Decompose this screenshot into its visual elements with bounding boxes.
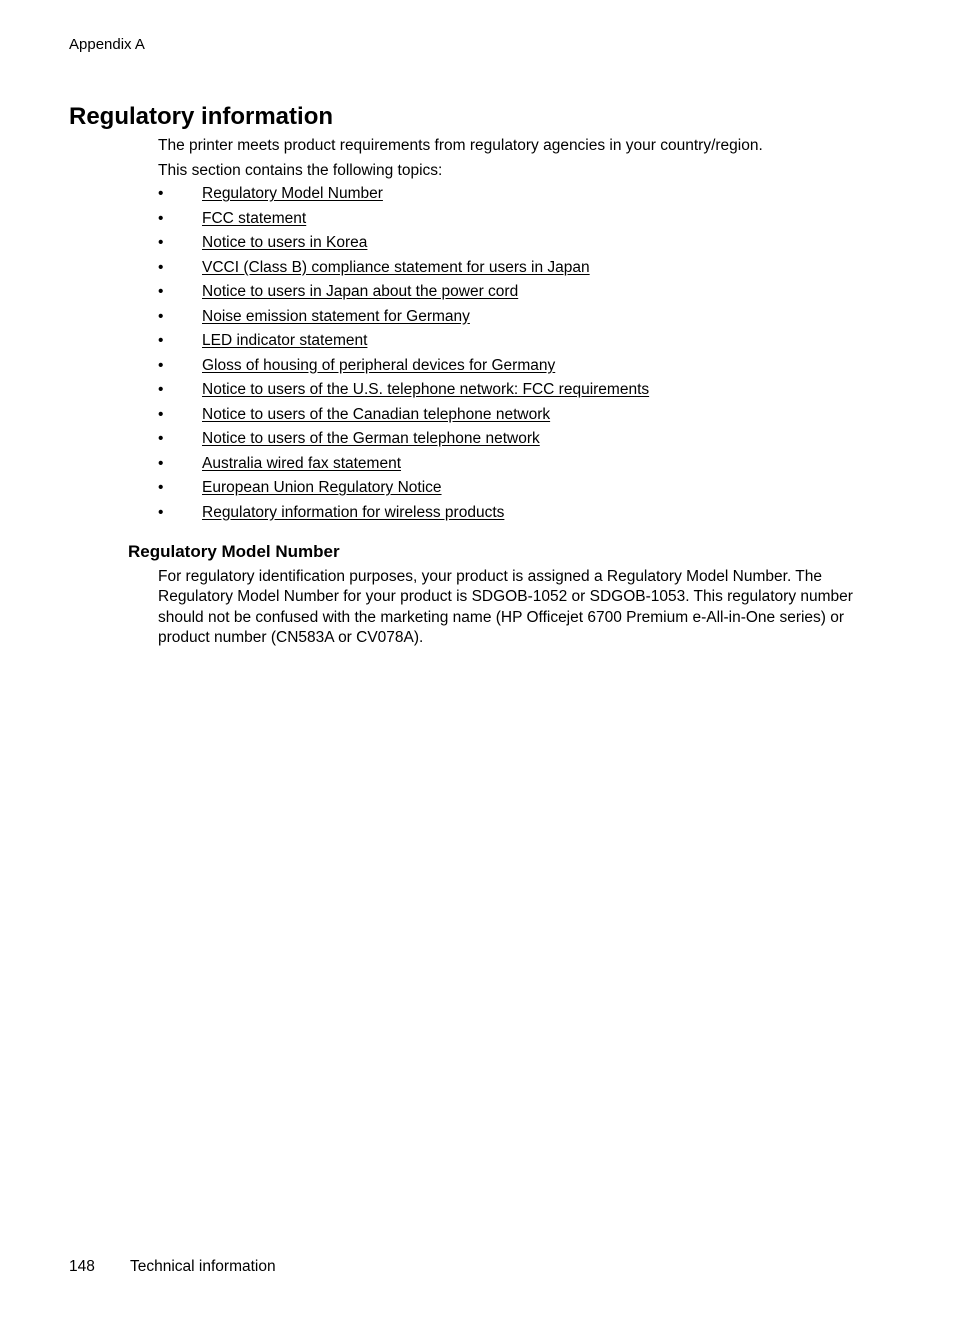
topic-link-fcc-statement[interactable]: FCC statement [202,209,307,227]
topic-link-canadian-telephone[interactable]: Notice to users of the Canadian telephone network [202,405,551,423]
intro-paragraph: The printer meets product requirements from regulatory agencies in your country/region. [158,137,763,154]
page-footer [69,1257,276,1276]
bullet-icon: • [158,283,164,300]
bullet-icon: • [158,356,164,374]
bullet-icon: • [158,234,164,251]
bullet-icon: • [158,381,164,398]
footer-chapter: Technical information [130,1258,276,1275]
topics-lead-in: This section contains the following topics: [158,162,443,179]
running-head: Appendix A [69,36,145,53]
bullet-icon: • [158,503,164,521]
bullet-icon: • [158,258,164,276]
topic-link-regulatory-model-number[interactable]: Regulatory Model Number [202,185,383,202]
topic-link-japan-power-cord[interactable]: Notice to users in Japan about the power cord [202,283,519,300]
bullet-icon: • [158,430,164,447]
subsection-title: Regulatory Model Number [128,542,340,561]
bullet-icon: • [158,209,164,227]
page-title: Regulatory information [69,103,334,130]
topic-link-noise-germany[interactable]: Noise emission statement for Germany [202,307,470,325]
bullet-icon: • [158,479,164,496]
topic-link-us-telephone-fcc[interactable]: Notice to users of the U.S. telephone network: FCC requirements [202,381,650,398]
bullet-icon: • [158,185,164,202]
bullet-icon: • [158,307,164,325]
topic-link-gloss-germany[interactable]: Gloss of housing of peripheral devices for Germany [202,356,556,374]
topic-link-eu-regulatory[interactable]: European Union Regulatory Notice [202,479,442,496]
bullet-icon: • [158,454,164,472]
topic-link-led-indicator[interactable]: LED indicator statement [202,332,368,349]
topic-link-korea-notice[interactable]: Notice to users in Korea [202,234,368,251]
bullet-icon: • [158,332,164,349]
topic-link-wireless-products[interactable]: Regulatory information for wireless products [202,503,505,521]
topic-link-australia-fax[interactable]: Australia wired fax statement [202,454,402,472]
page-number: 148 [69,1258,95,1275]
model-number-paragraph: For regulatory identification purposes, your product is assigned a Regulatory Model Number. The Regulatory Model Number for your product is SDGOB-1052 or SDGOB-1053. This regulatory number should not be confused with the marketing name (HP Officejet 6700 Premium e-All-in-One series) or product number (CN583A or CV078A). [158,568,853,647]
bullet-icon: • [158,405,164,423]
topic-link-german-telephone[interactable]: Notice to users of the German telephone network [202,430,540,447]
topic-link-vcci-japan[interactable]: VCCI (Class B) compliance statement for users in Japan [202,258,590,276]
